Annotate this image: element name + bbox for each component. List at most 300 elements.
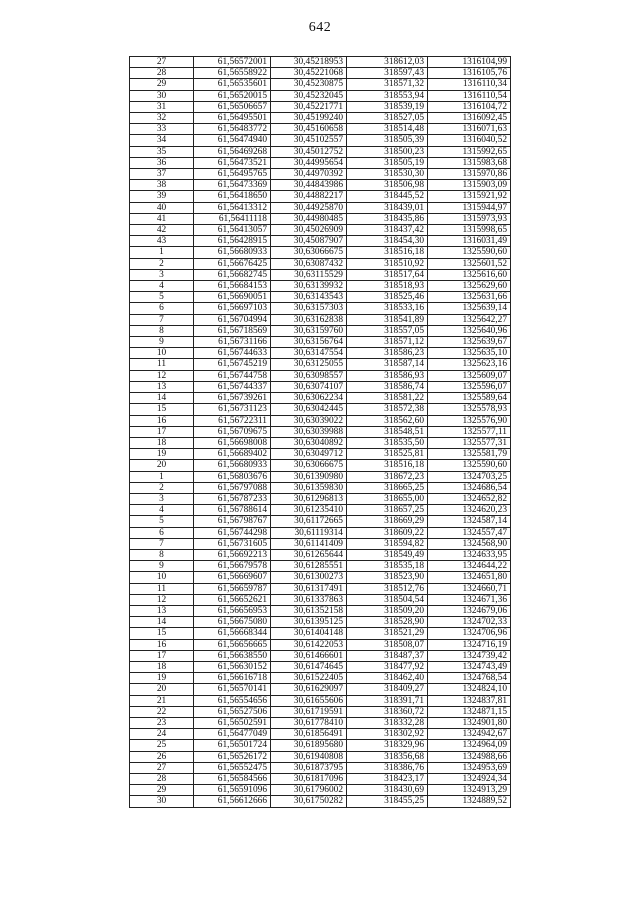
y-coordinate-cell: 1325642,27 bbox=[428, 314, 511, 325]
table-row bbox=[130, 202, 511, 213]
latitude-cell: 61,56418650 bbox=[194, 191, 271, 202]
y-coordinate-cell: 1324702,33 bbox=[428, 617, 511, 628]
point-number-cell: 19 bbox=[130, 449, 194, 460]
table-row bbox=[130, 281, 511, 292]
y-coordinate-cell: 1316031,49 bbox=[428, 236, 511, 247]
y-coordinate-cell: 1324824,10 bbox=[428, 684, 511, 695]
x-coordinate-cell: 318439,01 bbox=[347, 202, 428, 213]
table-row bbox=[130, 684, 511, 695]
y-coordinate-cell: 1325590,60 bbox=[428, 460, 511, 471]
coordinates-table-body bbox=[130, 57, 511, 808]
table-row bbox=[130, 247, 511, 258]
latitude-cell: 61,56669607 bbox=[194, 572, 271, 583]
point-number-cell: 29 bbox=[130, 785, 194, 796]
longitude-cell: 30,45087907 bbox=[271, 236, 347, 247]
x-coordinate-cell: 318360,72 bbox=[347, 706, 428, 717]
point-number-cell: 3 bbox=[130, 269, 194, 280]
table-row bbox=[130, 561, 511, 572]
longitude-cell: 30,63156764 bbox=[271, 337, 347, 348]
latitude-cell: 61,56428915 bbox=[194, 236, 271, 247]
latitude-cell: 61,56584566 bbox=[194, 774, 271, 785]
x-coordinate-cell: 318477,92 bbox=[347, 661, 428, 672]
table-row bbox=[130, 661, 511, 672]
x-coordinate-cell: 318409,27 bbox=[347, 684, 428, 695]
latitude-cell: 61,56798767 bbox=[194, 516, 271, 527]
latitude-cell: 61,56744758 bbox=[194, 370, 271, 381]
y-coordinate-cell: 1325576,90 bbox=[428, 415, 511, 426]
x-coordinate-cell: 318435,86 bbox=[347, 213, 428, 224]
longitude-cell: 30,44882217 bbox=[271, 191, 347, 202]
latitude-cell: 61,56744633 bbox=[194, 348, 271, 359]
longitude-cell: 30,61235410 bbox=[271, 505, 347, 516]
y-coordinate-cell: 1325590,60 bbox=[428, 247, 511, 258]
table-row bbox=[130, 706, 511, 717]
x-coordinate-cell: 318517,64 bbox=[347, 269, 428, 280]
x-coordinate-cell: 318533,16 bbox=[347, 303, 428, 314]
point-number-cell: 15 bbox=[130, 628, 194, 639]
x-coordinate-cell: 318462,40 bbox=[347, 673, 428, 684]
x-coordinate-cell: 318512,76 bbox=[347, 583, 428, 594]
point-number-cell: 33 bbox=[130, 124, 194, 135]
latitude-cell: 61,56788614 bbox=[194, 505, 271, 516]
y-coordinate-cell: 1324651,80 bbox=[428, 572, 511, 583]
y-coordinate-cell: 1315921,92 bbox=[428, 191, 511, 202]
y-coordinate-cell: 1324924,34 bbox=[428, 774, 511, 785]
point-number-cell: 28 bbox=[130, 68, 194, 79]
latitude-cell: 61,56474940 bbox=[194, 135, 271, 146]
longitude-cell: 30,61796002 bbox=[271, 785, 347, 796]
latitude-cell: 61,56676425 bbox=[194, 258, 271, 269]
y-coordinate-cell: 1315970,86 bbox=[428, 169, 511, 180]
point-number-cell: 14 bbox=[130, 393, 194, 404]
x-coordinate-cell: 318455,25 bbox=[347, 796, 428, 807]
y-coordinate-cell: 1325581,79 bbox=[428, 449, 511, 460]
point-number-cell: 16 bbox=[130, 415, 194, 426]
y-coordinate-cell: 1315992,65 bbox=[428, 146, 511, 157]
table-row bbox=[130, 482, 511, 493]
longitude-cell: 30,61296813 bbox=[271, 493, 347, 504]
longitude-cell: 30,45230875 bbox=[271, 79, 347, 90]
latitude-cell: 61,56501724 bbox=[194, 740, 271, 751]
latitude-cell: 61,56680933 bbox=[194, 247, 271, 258]
table-row bbox=[130, 292, 511, 303]
longitude-cell: 30,45026909 bbox=[271, 225, 347, 236]
point-number-cell: 13 bbox=[130, 381, 194, 392]
x-coordinate-cell: 318504,54 bbox=[347, 594, 428, 605]
latitude-cell: 61,56558922 bbox=[194, 68, 271, 79]
longitude-cell: 30,61895680 bbox=[271, 740, 347, 751]
latitude-cell: 61,56473521 bbox=[194, 157, 271, 168]
table-row bbox=[130, 505, 511, 516]
table-row bbox=[130, 113, 511, 124]
y-coordinate-cell: 1324706,96 bbox=[428, 628, 511, 639]
latitude-cell: 61,56787233 bbox=[194, 493, 271, 504]
y-coordinate-cell: 1324660,71 bbox=[428, 583, 511, 594]
latitude-cell: 61,56659787 bbox=[194, 583, 271, 594]
x-coordinate-cell: 318386,76 bbox=[347, 762, 428, 773]
longitude-cell: 30,45102557 bbox=[271, 135, 347, 146]
table-row bbox=[130, 594, 511, 605]
table-row bbox=[130, 415, 511, 426]
point-number-cell: 17 bbox=[130, 426, 194, 437]
table-row bbox=[130, 729, 511, 740]
x-coordinate-cell: 318586,93 bbox=[347, 370, 428, 381]
x-coordinate-cell: 318572,38 bbox=[347, 404, 428, 415]
point-number-cell: 18 bbox=[130, 661, 194, 672]
y-coordinate-cell: 1325589,64 bbox=[428, 393, 511, 404]
x-coordinate-cell: 318506,98 bbox=[347, 180, 428, 191]
point-number-cell: 8 bbox=[130, 325, 194, 336]
point-number-cell: 29 bbox=[130, 79, 194, 90]
x-coordinate-cell: 318553,94 bbox=[347, 90, 428, 101]
y-coordinate-cell: 1316071,63 bbox=[428, 124, 511, 135]
y-coordinate-cell: 1325623,16 bbox=[428, 359, 511, 370]
x-coordinate-cell: 318437,42 bbox=[347, 225, 428, 236]
table-row bbox=[130, 79, 511, 90]
x-coordinate-cell: 318430,69 bbox=[347, 785, 428, 796]
point-number-cell: 39 bbox=[130, 191, 194, 202]
latitude-cell: 61,56502591 bbox=[194, 717, 271, 728]
x-coordinate-cell: 318609,22 bbox=[347, 527, 428, 538]
point-number-cell: 1 bbox=[130, 247, 194, 258]
y-coordinate-cell: 1316104,99 bbox=[428, 57, 511, 68]
longitude-cell: 30,45199240 bbox=[271, 113, 347, 124]
longitude-cell: 30,61172665 bbox=[271, 516, 347, 527]
latitude-cell: 61,56591096 bbox=[194, 785, 271, 796]
table-row bbox=[130, 135, 511, 146]
y-coordinate-cell: 1325629,60 bbox=[428, 281, 511, 292]
latitude-cell: 61,56612666 bbox=[194, 796, 271, 807]
point-number-cell: 32 bbox=[130, 113, 194, 124]
y-coordinate-cell: 1324703,25 bbox=[428, 471, 511, 482]
table-row bbox=[130, 101, 511, 112]
latitude-cell: 61,56690051 bbox=[194, 292, 271, 303]
latitude-cell: 61,56709675 bbox=[194, 426, 271, 437]
table-row bbox=[130, 437, 511, 448]
y-coordinate-cell: 1325601,52 bbox=[428, 258, 511, 269]
point-number-cell: 6 bbox=[130, 303, 194, 314]
point-number-cell: 12 bbox=[130, 370, 194, 381]
latitude-cell: 61,56520015 bbox=[194, 90, 271, 101]
page-number: 642 bbox=[308, 20, 332, 35]
longitude-cell: 30,63143543 bbox=[271, 292, 347, 303]
x-coordinate-cell: 318523,90 bbox=[347, 572, 428, 583]
latitude-cell: 61,56680933 bbox=[194, 460, 271, 471]
latitude-cell: 61,56692213 bbox=[194, 549, 271, 560]
point-number-cell: 10 bbox=[130, 348, 194, 359]
y-coordinate-cell: 1324587,14 bbox=[428, 516, 511, 527]
table-row bbox=[130, 740, 511, 751]
x-coordinate-cell: 318597,43 bbox=[347, 68, 428, 79]
latitude-cell: 61,56704994 bbox=[194, 314, 271, 325]
table-row bbox=[130, 236, 511, 247]
table-row bbox=[130, 695, 511, 706]
table-row bbox=[130, 527, 511, 538]
y-coordinate-cell: 1325639,14 bbox=[428, 303, 511, 314]
x-coordinate-cell: 318581,22 bbox=[347, 393, 428, 404]
y-coordinate-cell: 1315944,97 bbox=[428, 202, 511, 213]
longitude-cell: 30,61317491 bbox=[271, 583, 347, 594]
table-row bbox=[130, 258, 511, 269]
x-coordinate-cell: 318505,19 bbox=[347, 157, 428, 168]
latitude-cell: 61,56638550 bbox=[194, 650, 271, 661]
latitude-cell: 61,56477049 bbox=[194, 729, 271, 740]
latitude-cell: 61,56698008 bbox=[194, 437, 271, 448]
x-coordinate-cell: 318539,19 bbox=[347, 101, 428, 112]
longitude-cell: 30,45160658 bbox=[271, 124, 347, 135]
x-coordinate-cell: 318445,52 bbox=[347, 191, 428, 202]
y-coordinate-cell: 1324964,09 bbox=[428, 740, 511, 751]
y-coordinate-cell: 1315973,93 bbox=[428, 213, 511, 224]
table-row bbox=[130, 449, 511, 460]
table-row bbox=[130, 751, 511, 762]
longitude-cell: 30,61422053 bbox=[271, 639, 347, 650]
point-number-cell: 7 bbox=[130, 314, 194, 325]
latitude-cell: 61,56682745 bbox=[194, 269, 271, 280]
table-row bbox=[130, 774, 511, 785]
x-coordinate-cell: 318332,28 bbox=[347, 717, 428, 728]
point-number-cell: 9 bbox=[130, 561, 194, 572]
table-row bbox=[130, 90, 511, 101]
longitude-cell: 30,61522405 bbox=[271, 673, 347, 684]
point-number-cell: 43 bbox=[130, 236, 194, 247]
latitude-cell: 61,56527506 bbox=[194, 706, 271, 717]
point-number-cell: 20 bbox=[130, 460, 194, 471]
latitude-cell: 61,56552475 bbox=[194, 762, 271, 773]
latitude-cell: 61,56483772 bbox=[194, 124, 271, 135]
table-row bbox=[130, 762, 511, 773]
point-number-cell: 27 bbox=[130, 762, 194, 773]
table-row bbox=[130, 796, 511, 807]
y-coordinate-cell: 1324679,06 bbox=[428, 605, 511, 616]
latitude-cell: 61,56506657 bbox=[194, 101, 271, 112]
table-row bbox=[130, 303, 511, 314]
x-coordinate-cell: 318500,23 bbox=[347, 146, 428, 157]
point-number-cell: 14 bbox=[130, 617, 194, 628]
y-coordinate-cell: 1324557,47 bbox=[428, 527, 511, 538]
latitude-cell: 61,56652621 bbox=[194, 594, 271, 605]
point-number-cell: 9 bbox=[130, 337, 194, 348]
table-row bbox=[130, 785, 511, 796]
x-coordinate-cell: 318541,89 bbox=[347, 314, 428, 325]
point-number-cell: 24 bbox=[130, 729, 194, 740]
y-coordinate-cell: 1324633,95 bbox=[428, 549, 511, 560]
table-row bbox=[130, 68, 511, 79]
longitude-cell: 30,63162838 bbox=[271, 314, 347, 325]
y-coordinate-cell: 1325578,93 bbox=[428, 404, 511, 415]
point-number-cell: 28 bbox=[130, 774, 194, 785]
y-coordinate-cell: 1315983,68 bbox=[428, 157, 511, 168]
longitude-cell: 30,61778410 bbox=[271, 717, 347, 728]
point-number-cell: 31 bbox=[130, 101, 194, 112]
y-coordinate-cell: 1325639,67 bbox=[428, 337, 511, 348]
point-number-cell: 6 bbox=[130, 527, 194, 538]
latitude-cell: 61,56718569 bbox=[194, 325, 271, 336]
longitude-cell: 30,63049712 bbox=[271, 449, 347, 460]
longitude-cell: 30,61300273 bbox=[271, 572, 347, 583]
x-coordinate-cell: 318391,71 bbox=[347, 695, 428, 706]
point-number-cell: 30 bbox=[130, 796, 194, 807]
point-number-cell: 2 bbox=[130, 482, 194, 493]
latitude-cell: 61,56731166 bbox=[194, 337, 271, 348]
table-row bbox=[130, 180, 511, 191]
latitude-cell: 61,56689402 bbox=[194, 449, 271, 460]
table-row bbox=[130, 516, 511, 527]
table-row bbox=[130, 639, 511, 650]
x-coordinate-cell: 318487,37 bbox=[347, 650, 428, 661]
x-coordinate-cell: 318528,90 bbox=[347, 617, 428, 628]
longitude-cell: 30,61359830 bbox=[271, 482, 347, 493]
longitude-cell: 30,63074107 bbox=[271, 381, 347, 392]
longitude-cell: 30,61817096 bbox=[271, 774, 347, 785]
y-coordinate-cell: 1325609,07 bbox=[428, 370, 511, 381]
y-coordinate-cell: 1316040,52 bbox=[428, 135, 511, 146]
table-row bbox=[130, 650, 511, 661]
longitude-cell: 30,61119314 bbox=[271, 527, 347, 538]
table-row bbox=[130, 269, 511, 280]
x-coordinate-cell: 318586,23 bbox=[347, 348, 428, 359]
latitude-cell: 61,56744337 bbox=[194, 381, 271, 392]
latitude-cell: 61,56656665 bbox=[194, 639, 271, 650]
y-coordinate-cell: 1324768,54 bbox=[428, 673, 511, 684]
point-number-cell: 30 bbox=[130, 90, 194, 101]
point-number-cell: 16 bbox=[130, 639, 194, 650]
point-number-cell: 11 bbox=[130, 359, 194, 370]
latitude-cell: 61,56731123 bbox=[194, 404, 271, 415]
longitude-cell: 30,63040892 bbox=[271, 437, 347, 448]
longitude-cell: 30,63066675 bbox=[271, 247, 347, 258]
x-coordinate-cell: 318516,18 bbox=[347, 460, 428, 471]
x-coordinate-cell: 318535,50 bbox=[347, 437, 428, 448]
y-coordinate-cell: 1324568,90 bbox=[428, 538, 511, 549]
y-coordinate-cell: 1324686,54 bbox=[428, 482, 511, 493]
x-coordinate-cell: 318587,14 bbox=[347, 359, 428, 370]
point-number-cell: 37 bbox=[130, 169, 194, 180]
table-row bbox=[130, 538, 511, 549]
x-coordinate-cell: 318510,92 bbox=[347, 258, 428, 269]
x-coordinate-cell: 318562,60 bbox=[347, 415, 428, 426]
y-coordinate-cell: 1315998,65 bbox=[428, 225, 511, 236]
longitude-cell: 30,44925870 bbox=[271, 202, 347, 213]
longitude-cell: 30,63157303 bbox=[271, 303, 347, 314]
y-coordinate-cell: 1325577,31 bbox=[428, 437, 511, 448]
x-coordinate-cell: 318669,29 bbox=[347, 516, 428, 527]
longitude-cell: 30,61873795 bbox=[271, 762, 347, 773]
y-coordinate-cell: 1324739,42 bbox=[428, 650, 511, 661]
point-number-cell: 18 bbox=[130, 437, 194, 448]
x-coordinate-cell: 318557,05 bbox=[347, 325, 428, 336]
longitude-cell: 30,61719591 bbox=[271, 706, 347, 717]
longitude-cell: 30,63139932 bbox=[271, 281, 347, 292]
point-number-cell: 36 bbox=[130, 157, 194, 168]
x-coordinate-cell: 318672,23 bbox=[347, 471, 428, 482]
latitude-cell: 61,56535601 bbox=[194, 79, 271, 90]
longitude-cell: 30,63042445 bbox=[271, 404, 347, 415]
latitude-cell: 61,56679578 bbox=[194, 561, 271, 572]
latitude-cell: 61,56745219 bbox=[194, 359, 271, 370]
table-row bbox=[130, 370, 511, 381]
table-row bbox=[130, 146, 511, 157]
y-coordinate-cell: 1325631,66 bbox=[428, 292, 511, 303]
longitude-cell: 30,61629097 bbox=[271, 684, 347, 695]
latitude-cell: 61,56675080 bbox=[194, 617, 271, 628]
latitude-cell: 61,56697103 bbox=[194, 303, 271, 314]
latitude-cell: 61,56797088 bbox=[194, 482, 271, 493]
point-number-cell: 17 bbox=[130, 650, 194, 661]
x-coordinate-cell: 318530,30 bbox=[347, 169, 428, 180]
x-coordinate-cell: 318454,30 bbox=[347, 236, 428, 247]
longitude-cell: 30,45012752 bbox=[271, 146, 347, 157]
latitude-cell: 61,56570141 bbox=[194, 684, 271, 695]
table-row bbox=[130, 57, 511, 68]
latitude-cell: 61,56411118 bbox=[194, 213, 271, 224]
longitude-cell: 30,61285551 bbox=[271, 561, 347, 572]
x-coordinate-cell: 318586,74 bbox=[347, 381, 428, 392]
table-row bbox=[130, 381, 511, 392]
latitude-cell: 61,56630152 bbox=[194, 661, 271, 672]
longitude-cell: 30,61395125 bbox=[271, 617, 347, 628]
x-coordinate-cell: 318535,18 bbox=[347, 561, 428, 572]
longitude-cell: 30,45221068 bbox=[271, 68, 347, 79]
point-number-cell: 21 bbox=[130, 695, 194, 706]
table-row bbox=[130, 157, 511, 168]
x-coordinate-cell: 318655,00 bbox=[347, 493, 428, 504]
table-row bbox=[130, 225, 511, 236]
x-coordinate-cell: 318525,81 bbox=[347, 449, 428, 460]
y-coordinate-cell: 1325596,07 bbox=[428, 381, 511, 392]
x-coordinate-cell: 318548,51 bbox=[347, 426, 428, 437]
y-coordinate-cell: 1324913,29 bbox=[428, 785, 511, 796]
longitude-cell: 30,63039988 bbox=[271, 426, 347, 437]
latitude-cell: 61,56473369 bbox=[194, 180, 271, 191]
y-coordinate-cell: 1324620,23 bbox=[428, 505, 511, 516]
point-number-cell: 35 bbox=[130, 146, 194, 157]
longitude-cell: 30,63039022 bbox=[271, 415, 347, 426]
table-row bbox=[130, 717, 511, 728]
longitude-cell: 30,61750282 bbox=[271, 796, 347, 807]
longitude-cell: 30,63066675 bbox=[271, 460, 347, 471]
x-coordinate-cell: 318527,05 bbox=[347, 113, 428, 124]
latitude-cell: 61,56526172 bbox=[194, 751, 271, 762]
point-number-cell: 27 bbox=[130, 57, 194, 68]
y-coordinate-cell: 1324743,49 bbox=[428, 661, 511, 672]
x-coordinate-cell: 318505,39 bbox=[347, 135, 428, 146]
point-number-cell: 10 bbox=[130, 572, 194, 583]
latitude-cell: 61,56413312 bbox=[194, 202, 271, 213]
table-row bbox=[130, 628, 511, 639]
table-row bbox=[130, 337, 511, 348]
longitude-cell: 30,61856491 bbox=[271, 729, 347, 740]
x-coordinate-cell: 318521,29 bbox=[347, 628, 428, 639]
longitude-cell: 30,63098557 bbox=[271, 370, 347, 381]
latitude-cell: 61,56731605 bbox=[194, 538, 271, 549]
longitude-cell: 30,44970392 bbox=[271, 169, 347, 180]
longitude-cell: 30,61466601 bbox=[271, 650, 347, 661]
y-coordinate-cell: 1316110,54 bbox=[428, 90, 511, 101]
point-number-cell: 4 bbox=[130, 505, 194, 516]
longitude-cell: 30,61352158 bbox=[271, 605, 347, 616]
longitude-cell: 30,44995654 bbox=[271, 157, 347, 168]
latitude-cell: 61,56684153 bbox=[194, 281, 271, 292]
latitude-cell: 61,56495765 bbox=[194, 169, 271, 180]
longitude-cell: 30,61655606 bbox=[271, 695, 347, 706]
longitude-cell: 30,45221771 bbox=[271, 101, 347, 112]
point-number-cell: 34 bbox=[130, 135, 194, 146]
longitude-cell: 30,63062234 bbox=[271, 393, 347, 404]
point-number-cell: 15 bbox=[130, 404, 194, 415]
table-row bbox=[130, 617, 511, 628]
longitude-cell: 30,61390980 bbox=[271, 471, 347, 482]
